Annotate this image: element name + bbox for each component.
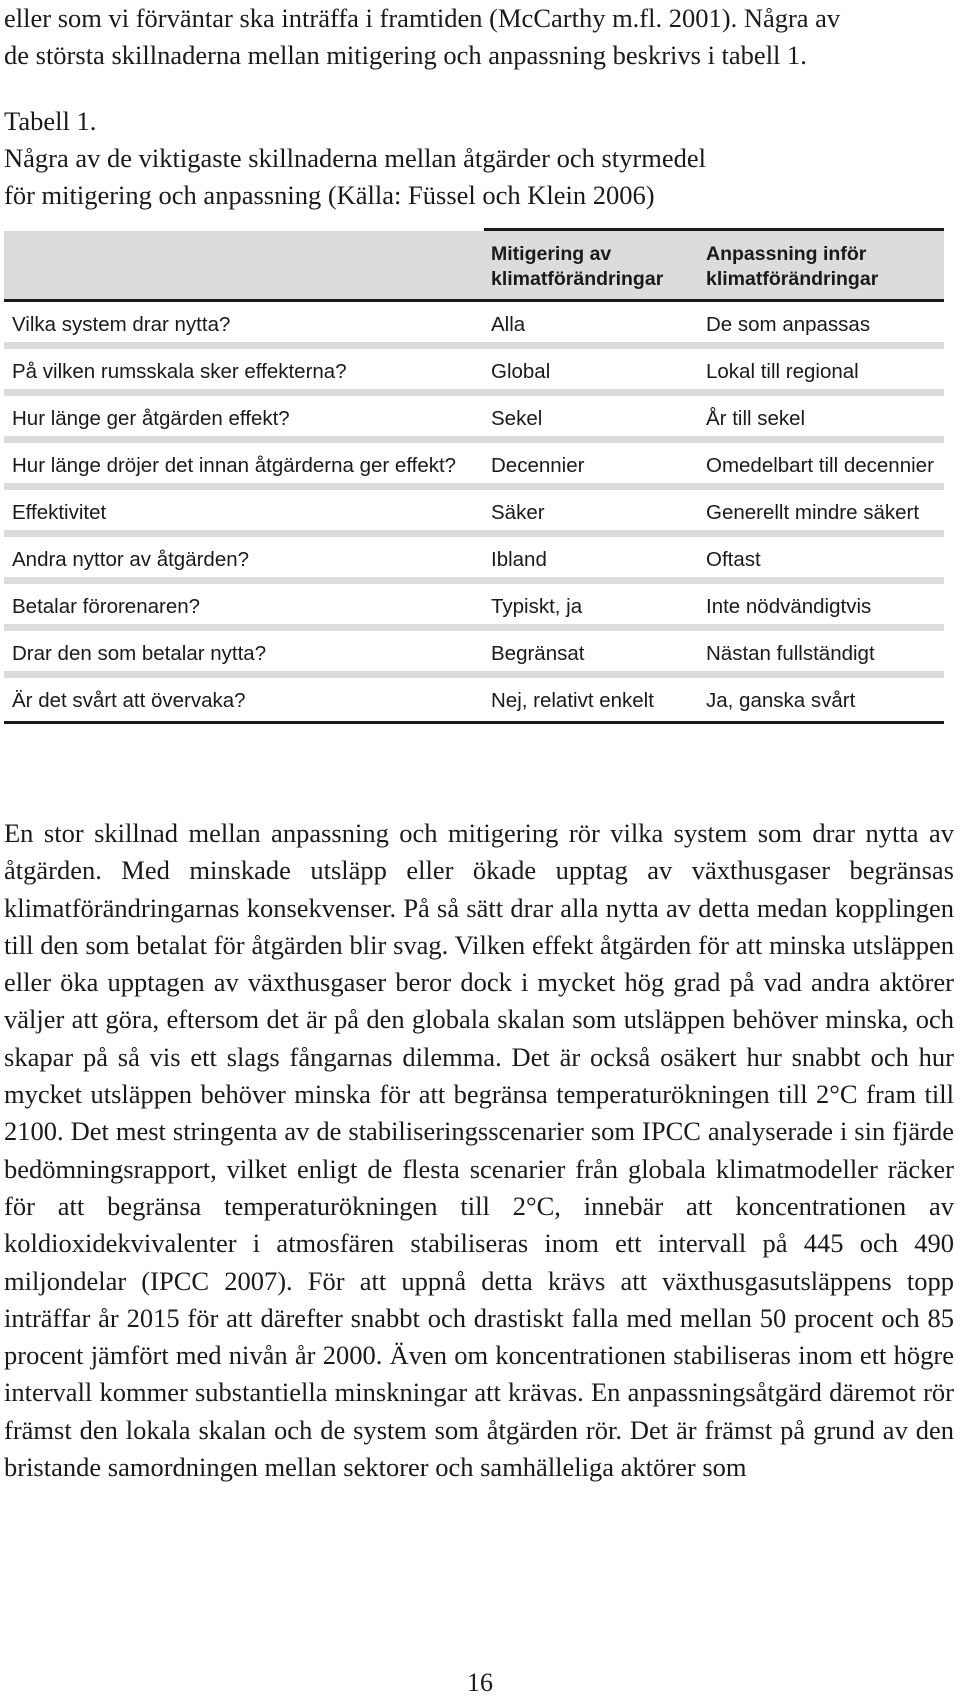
header-text: Mitigering av [491,243,612,265]
table-row [4,443,944,490]
question-cell: Betalar förorenaren? [12,595,201,618]
adaptation-cell: Nästan fullständigt [706,642,875,665]
question-cell: Hur länge ger åtgärden effekt? [12,407,290,430]
mitigation-cell: Ibland [491,548,547,571]
intro-line: de största skillnaderna mellan mitigering och anpassning beskrivs i tabell 1. [4,40,807,70]
adaptation-cell: Generellt mindre säkert [706,501,920,524]
table-row [4,349,944,396]
adaptation-cell: De som anpassas [706,313,871,336]
header-text: klimatförändringar [706,268,879,290]
mitigation-cell: Begränsat [491,642,585,665]
intro-paragraph [4,0,954,74]
mitigation-cell: Typiskt, ja [491,595,583,618]
mitigation-cell: Nej, relativt enkelt [491,689,654,712]
header-mitigation [491,242,663,292]
comparison-table [4,228,944,724]
question-cell: Effektivitet [12,501,107,524]
table-caption-line: för mitigering och anpassning (Källa: Füssel och Klein 2006) [4,180,655,210]
adaptation-cell: Ja, ganska svårt [706,689,856,712]
adaptation-cell: År till sekel [706,407,806,430]
table-label: Tabell 1. [4,106,97,136]
body-paragraph: En stor skillnad mellan anpassning och mitigering rör vilka system som drar nytta av åtgärden. Med minskade utsläpp eller ökade upptag av växthusgaser begränsas klimatförändringarnas konsekvenser. På så sätt drar alla nytta av detta medan kopplingen till den som betalat för åtgärden blir svag. Vilken effekt åtgärden för att minska utsläppen eller öka upptagen av växthusgaser beror dock i mycket hög grad på vad andra aktörer väljer att göra, eftersom det är på den globala skalan som utsläppen behöver minska, och skapar på så vis ett slags fångarnas dilemma. Det är också osäkert hur snabbt och hur mycket utsläppen behöver minska för att begränsa temperaturökningen till 2°C fram till 2100. Det mest stringenta av de stabiliseringsscenarier som IPCC analyserade i sin fjärde bedömningsrapport, vilket enligt de flesta scenarier från globala klimatmodeller räcker för att begränsa temperaturökningen till 2°C, innebär att koncentrationen av koldioxidekvivalenter i atmosfären stabiliseras inom ett intervall på 445 och 490 miljondelar (IPCC 2007). För att uppnå detta krävs att växthusgasutsläppens topp inträffar år 2015 för att därefter snabbt och drastiskt falla med mellan 50 procent och 85 procent jämfört med nivån år 2000. Även om koncentrationen stabiliseras inom ett högre intervall kommer substantiella minskningar att krävas. En anpassningsåtgärd däremot rör främst den lokala skalan och de system som åtgärden rör. Det är främst på grund av den bristande samordningen mellan sektorer och samhälleliga aktörer som [4,818,954,1483]
table-row [4,490,944,537]
table-row [4,631,944,678]
table-row [4,302,944,349]
question-cell: På vilken rumsskala sker effekterna? [12,360,347,383]
question-cell: Är det svårt att övervaka? [12,689,246,712]
adaptation-cell: Lokal till regional [706,360,859,383]
intro-line: eller som vi förväntar ska inträffa i framtiden (McCarthy m.fl. 2001). Några av [4,3,841,33]
mitigation-cell: Alla [491,313,526,336]
adaptation-cell: Inte nödvändigtvis [706,595,872,618]
question-cell: Andra nyttor av åtgärden? [12,548,250,571]
table-caption-line: Några av de viktigaste skillnaderna mellan åtgärder och styrmedel [4,143,706,173]
question-cell: Vilka system drar nytta? [12,313,231,336]
table-row [4,396,944,443]
table-header-row [4,231,944,302]
mitigation-cell: Säker [491,501,545,524]
question-cell: Drar den som betalar nytta? [12,642,267,665]
adaptation-cell: Omedelbart till decennier [706,454,934,477]
table-caption [4,103,954,214]
mitigation-cell: Decennier [491,454,585,477]
question-cell: Hur länge dröjer det innan åtgärderna ger effekt? [12,454,457,477]
header-text: klimatförändringar [491,268,664,290]
header-adaptation [706,242,878,292]
page-number: 16 [467,1668,493,1697]
mitigation-cell: Sekel [491,407,543,430]
header-text: Anpassning inför [706,243,867,265]
table-row [4,537,944,584]
table-row [4,584,944,631]
table-row [4,678,944,724]
adaptation-cell: Oftast [706,548,761,571]
mitigation-cell: Global [491,360,551,383]
